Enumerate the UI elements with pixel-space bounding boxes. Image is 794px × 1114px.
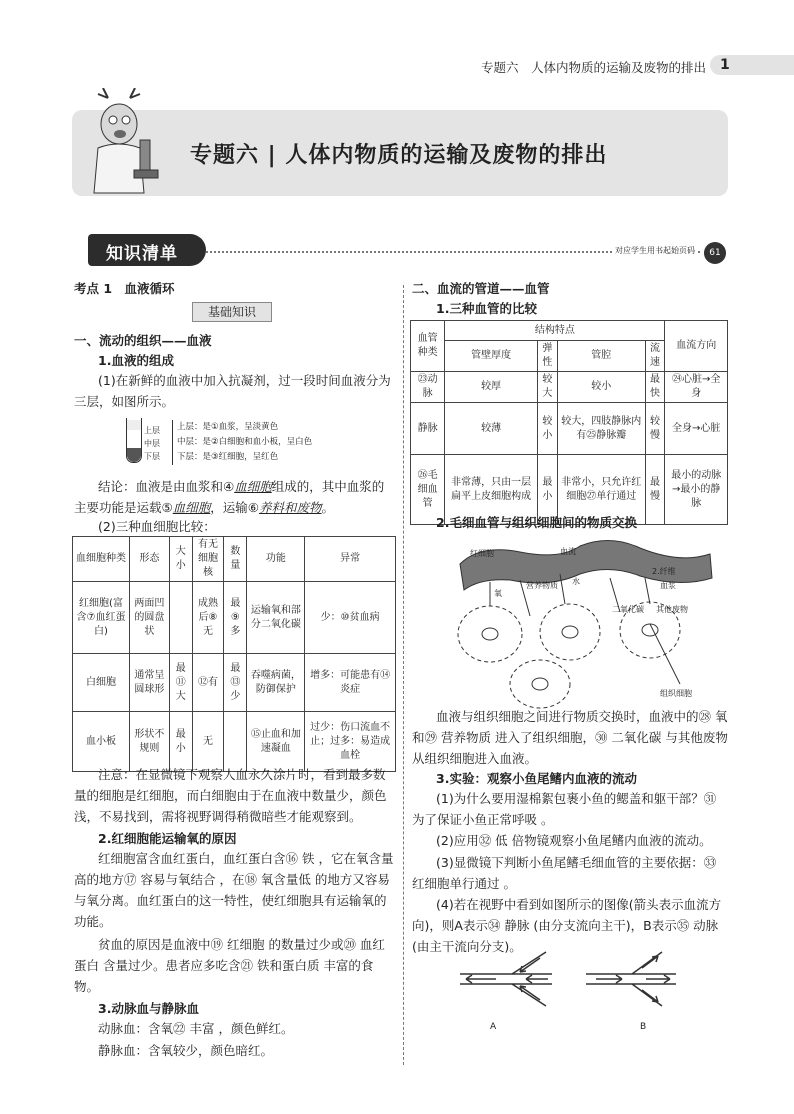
sub-heading-r-2: 2.毛细血管与组织细胞间的物质交换 (436, 515, 637, 530)
table-cell: ㉓动脉 (411, 372, 445, 403)
col-head: 有无细胞核 (192, 537, 223, 582)
layer-tag-bottom: 下层 (144, 452, 160, 461)
col-head: 管壁厚度 (445, 341, 538, 372)
question-3: (3)显微镜下判断小鱼尾鳍毛细血管的主要依据：㉝ 红细胞单行通过 。 (412, 855, 717, 891)
conclusion-text-b: 组成的，其中血浆的主要功能是运载⑤ (74, 479, 385, 515)
diagram-label-waste: 其他废物 (656, 605, 688, 614)
col-head: 血细胞种类 (73, 537, 130, 582)
knowledge-list-page: 61 (704, 242, 726, 264)
tube-top-layer (127, 420, 141, 430)
sub-heading-r-1: 1.三种血管的比较 (436, 301, 537, 316)
table-cell: ⑫有 (192, 654, 223, 712)
col-head: 异常 (305, 537, 396, 582)
blood-cell-table (72, 536, 396, 772)
table-cell: 血小板 (73, 712, 130, 772)
paragraph-6: 静脉血：含氧较少，颜色暗红。 (98, 1043, 274, 1058)
table-cell: 最⑨多 (224, 582, 247, 654)
table-cell: 形状不规则 (130, 712, 170, 772)
table-row (411, 403, 728, 455)
table-cell: 过少：伤口流血不止；过多：易造成血栓 (305, 712, 396, 772)
table-cell: 增多：可能患有⑭炎症 (305, 654, 396, 712)
table-row (411, 372, 728, 403)
vessel-branch-figure (456, 944, 716, 1034)
table-row (73, 654, 396, 712)
diagram-label-water: 水 (572, 577, 580, 586)
layer-tag-top: 上层 (144, 426, 160, 435)
question-4: (4)若在视野中看到如图所示的图像(箭头表示血流方向)，则A表示㉞ 静脉 (由分支流向主干)，B表示㉟ 动脉 (由主干流向分支)。 (412, 897, 722, 954)
deer-mascot-icon (78, 88, 178, 198)
table-cell: 最小的动脉→最小的静脉 (665, 455, 728, 525)
table-cell: 最慢 (645, 455, 665, 525)
tube-bottom-layer (127, 448, 141, 462)
diagram-label-fiber: 2.纤维 (652, 567, 676, 576)
table-cell: 较薄 (445, 403, 538, 455)
running-header: 专题六 人体内物质的运输及废物的排出 (480, 60, 706, 75)
table-cell: 较大 (537, 372, 557, 403)
table-cell: 最⑪大 (169, 654, 192, 712)
sub-heading-1-1: 1.血液的组成 (98, 353, 174, 368)
diagram-label-tissue-cell: 组织细胞 (660, 689, 692, 698)
page-number: 1 (720, 57, 730, 73)
figure-label-b: B (640, 1022, 647, 1032)
blank-5: 血细胞 (172, 500, 211, 515)
col-head: 弹性 (537, 341, 557, 372)
table-cell: ⑮止血和加速凝血 (247, 712, 305, 772)
col-head: 血管种类 (411, 321, 445, 372)
conclusion-text-d: 。 (321, 500, 334, 515)
layer-mid-label: 中层：是②白细胞和血小板，呈白色 (177, 437, 313, 447)
diagram-label-nutrients: 营养物质 (526, 581, 558, 590)
layer-labels (172, 420, 312, 465)
paragraph-5: 动脉血：含氧㉒ 丰富 ，颜色鲜红。 (98, 1021, 294, 1036)
table-cell: 非常小，只允许红细胞㉗单行通过 (557, 455, 645, 525)
sub-heading-r-3: 3.实验：观察小鱼尾鳍内血液的流动 (436, 771, 637, 786)
table-cell: 较厚 (445, 372, 538, 403)
conclusion (74, 476, 396, 518)
table-cell: 成熟后⑧无 (192, 582, 223, 654)
table-cell: ㉖毛细血管 (411, 455, 445, 525)
paragraph-2: (2)三种血细胞比较： (98, 519, 216, 534)
knowledge-list-note: 对应学生用书起始页码 (612, 245, 698, 256)
table-cell: 较小 (557, 372, 645, 403)
column-divider (403, 285, 404, 1065)
paragraph-3: 红细胞富含血红蛋白，血红蛋白含⑯ 铁 ，它在氧含量高的地方⑰ 容易与氧结合 ，在⑱ 氧含量低 的地方又容易与氧分离。血红蛋白的这一特性，使红细胞具有运输氧的功能。 (74, 851, 394, 929)
capillary-exchange-diagram (450, 534, 730, 714)
table-cell: 最快 (645, 372, 665, 403)
diagram-label-plasma: 血浆 (660, 581, 676, 590)
table-cell: 全身→心脏 (665, 403, 728, 455)
table-cell: 通常呈圆球形 (130, 654, 170, 712)
table-cell (224, 712, 247, 772)
vessel-table (410, 320, 728, 525)
table-cell: 红细胞(富含⑦血红蛋白) (73, 582, 130, 654)
basic-knowledge-tag: 基础知识 (192, 302, 272, 322)
table-cell: 无 (192, 712, 223, 772)
layer-bottom-label: 下层：是③红细胞，呈红色 (177, 452, 279, 462)
paragraph-1: (1)在新鲜的血液中加入抗凝剂，过一段时间血液分为三层，如图所示。 (74, 373, 391, 409)
table-cell: 少：⑩贫血病 (305, 582, 396, 654)
table-cell: 运输氧和部分二氧化碳 (247, 582, 305, 654)
col-head: 流速 (645, 341, 665, 372)
col-head: 功能 (247, 537, 305, 582)
sub-heading-2: 2.红细胞能运输氧的原因 (98, 831, 237, 846)
table-cell: 最⑬少 (224, 654, 247, 712)
conclusion-text-a: 结论：血液是由血浆和④ (98, 479, 235, 494)
table-row (73, 582, 396, 654)
exchange-paragraph: 血液与组织细胞之间进行物质交换时，血液中的㉘ 氧 和㉙ 营养物质 进入了组织细胞，㉚ 二氧化碳 与其他废物从组织细胞进入血液。 (412, 709, 728, 766)
table-cell: 吞噬病菌，防御保护 (247, 654, 305, 712)
table-cell: 较大，四肢静脉内有㉕静脉瓣 (557, 403, 645, 455)
table-row (73, 712, 396, 772)
blank-6: 养料和废物 (258, 500, 322, 515)
chapter-title: 专题六 | 人体内物质的运输及废物的排出 (190, 143, 608, 168)
diagram-label-co2: 二氧化碳 (612, 605, 644, 614)
table-cell (169, 582, 192, 654)
table-cell: 两面凹的圆盘状 (130, 582, 170, 654)
section-heading-1: 一、流动的组织——血液 (74, 333, 212, 348)
kaodian-heading: 考点 1 血液循环 (74, 281, 175, 296)
table-cell: 静脉 (411, 403, 445, 455)
col-head: 形态 (130, 537, 170, 582)
diagram-label-flow: 血流 (560, 547, 576, 556)
diagram-label-rbc: 红细胞 (470, 549, 494, 558)
col-head: 管腔 (557, 341, 645, 372)
table-cell: 白细胞 (73, 654, 130, 712)
col-head: 大小 (169, 537, 192, 582)
question-2: (2)应用㉜ 低 倍物镜观察小鱼尾鳍内血液的流动。 (436, 833, 712, 848)
conclusion-text-c: ，运输⑥ (210, 500, 259, 515)
layer-tag-mid: 中层 (144, 439, 160, 448)
question-1: (1)为什么要用湿棉絮包裹小鱼的鳃盖和躯干部？㉛ 为了保证小鱼正常呼吸 。 (412, 791, 717, 827)
table-cell: ㉔心脏→全身 (665, 372, 728, 403)
figure-label-a: A (490, 1022, 497, 1032)
note-paragraph: 注意：在显微镜下观察人血永久涂片时，看到最多数量的细胞是红细胞，而白细胞由于在血液中数量少，颜色浅，不易找到，需将视野调得稍微暗些才能观察到。 (74, 767, 387, 824)
diagram-label-oxygen: 氧 (494, 589, 502, 598)
table-cell: 最小 (537, 455, 557, 525)
col-head: 血流方向 (665, 321, 728, 372)
section-heading-2: 二、血流的管道——血管 (412, 281, 550, 296)
col-head: 结构特点 (445, 321, 665, 341)
table-cell: 非常薄，只由一层扁平上皮细胞构成 (445, 455, 538, 525)
sub-heading-3: 3.动脉血与静脉血 (98, 1001, 199, 1016)
table-cell: 最小 (169, 712, 192, 772)
table-cell: 较慢 (645, 403, 665, 455)
col-head: 数量 (224, 537, 247, 582)
blank-4: 血细胞 (234, 479, 272, 494)
layer-tags (144, 424, 160, 463)
knowledge-list-label: 知识清单 (106, 244, 178, 264)
layer-top-label: 上层：是①血浆，呈淡黄色 (177, 422, 279, 432)
table-cell: 较小 (537, 403, 557, 455)
paragraph-4: 贫血的原因是血液中⑲ 红细胞 的数量过少或⑳ 血红蛋白 含量过少。患者应多吃含㉑ 铁和蛋白质 丰富的食物。 (74, 937, 385, 994)
